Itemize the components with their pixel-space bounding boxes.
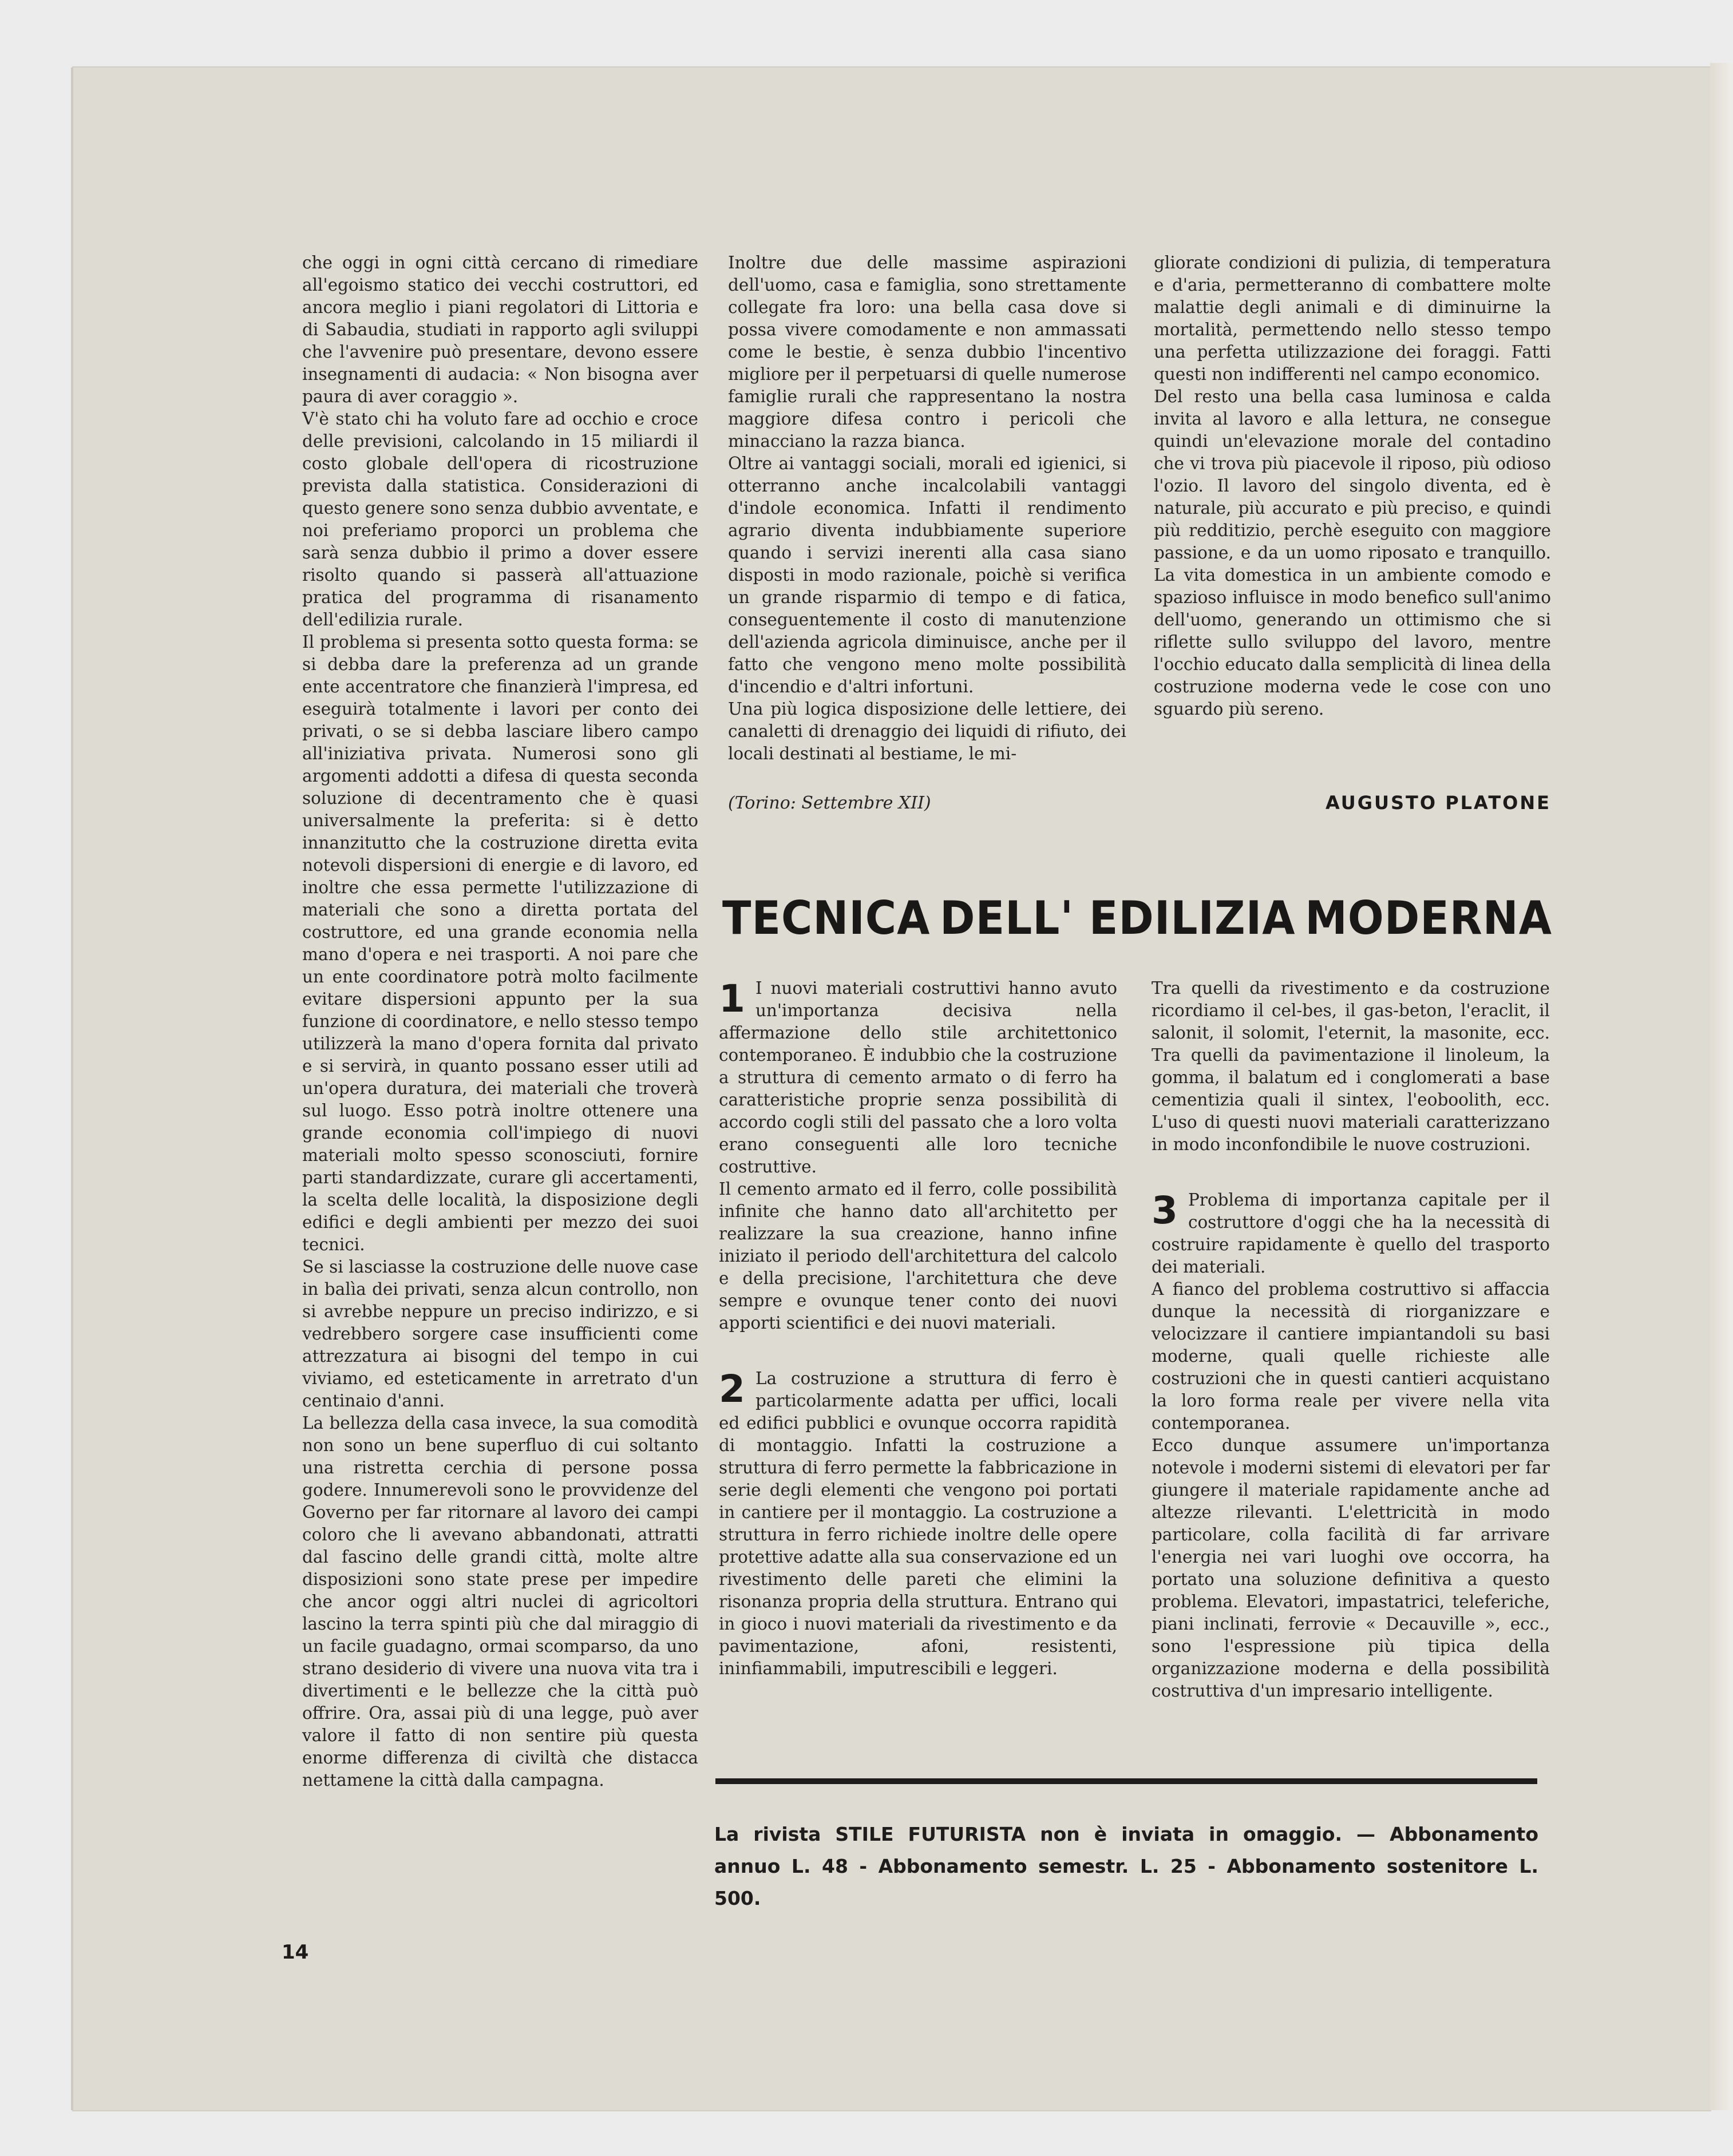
author-signature: AUGUSTO PLATONE xyxy=(1325,792,1551,814)
article-column-3 xyxy=(1154,252,1551,720)
section-number: 1 xyxy=(719,977,745,1021)
headline-word: TECNICA xyxy=(722,891,931,945)
paragraph: A fianco del problema costruttivo si affaccia dunque la necessità di riorganizzare e velocizzare il cantiere impiantandoli su basi moderne, quali quelle richieste alle costruzioni che in questi cantieri acquistano la loro forma reale per vivere nella vita contemporanea. xyxy=(1152,1279,1550,1433)
paragraph: I nuovi materiali costruttivi hanno avuto un'importanza decisiva nella affermazione dello stile architettonico contemporaneo. È indubbio che la costruzione a struttura di cemento armato o di ferro ha caratteristiche proprie senza possibilità di accordo cogli stili del passato che a loro volta erano conseguenti alle loro tecniche costruttive. xyxy=(719,978,1117,1176)
paragraph: Se si lasciasse la costruzione delle nuove case in balìa dei privati, senza alcun controllo, non si avrebbe neppure un preciso indirizzo, e si vedrebbero sorgere case insufficienti come attrezzatura ai bisogni del tempo in cui viviamo, ed esteticamente in arretrato d'un centinaio d'anni. xyxy=(302,1257,698,1410)
paragraph: Una più logica disposizione delle lettiere, dei canaletti di drenaggio dei liquidi di rifiuto, dei locali destinati al bestiame, le mi- xyxy=(728,699,1126,763)
section-headline xyxy=(722,885,1552,953)
paragraph: V'è stato chi ha voluto fare ad occhio e croce delle previsioni, calcolando in 15 miliardi il costo globale dell'opera di ricostruzione prevista dalla statistica. Considerazioni di questo genere sono senza dubbio avventate, e noi preferiamo proporci un problema che sarà senza dubbio il primo a dover essere risolto quando si passerà all'attuazione pratica del programma di risanamento dell'edilizia rurale. xyxy=(302,409,698,629)
headline-word: MODERNA xyxy=(1305,891,1552,945)
paragraph: La costruzione a struttura di ferro è particolarmente adatta per uffici, locali ed edifici pubblici e ovunque occorra rapidità di montaggio. Infatti la costruzione a struttura di ferro permette la fabbricazione in serie degli elementi che vengono poi portati in cantiere per il montaggio. La costruzione a struttura in ferro richiede inoltre delle opere protettive adatte alla sua conservazione ed un rivestimento delle pareti che elimini la risonanza propria della struttura. Entrano qui in gioco i nuovi materiali da rivestimento e da pavimentazione, afoni, resistenti, ininfiammabili, imputrescibili e leggeri. xyxy=(719,1369,1117,1678)
page-number: 14 xyxy=(282,1941,309,1964)
paragraph: Ecco dunque assumere un'importanza notevole i moderni sistemi di elevatori per far giungere il materiale rapidamente anche ad altezze rilevanti. L'elettricità in modo particolare, colla facilità di far arrivare l'energia nei vari luoghi ove occorra, ha portato una soluzione definitiva a questo problema. Elevatori, impastatrici, teleferiche, piani inclinati, ferrovie « Decauville », ecc., sono l'espressione più tipica della organizzazione moderna e della possibilità costruttiva d'un impresario intelligente. xyxy=(1152,1436,1550,1701)
date-line: (Torino: Settembre XII) xyxy=(728,793,931,813)
paragraph: gliorate condizioni di pulizia, di temperatura e d'aria, permetteranno di combattere molte malattie degli animali e di diminuirne la mortalità, permettendo nello stesso tempo una perfetta utilizzazione dei foraggi. Fatti questi non indifferenti nel campo economico. xyxy=(1154,253,1551,384)
next-page-edge xyxy=(1710,63,1733,2110)
paragraph: Tra quelli da rivestimento e da costruzione ricordiamo il cel-bes, il gas-beton, l'eraclit, il salonit, il solomit, l'eternit, la masonite, ecc. Tra quelli da pavimentazione il linoleum, la gomma, il balatum ed i conglomerati a base cementizia quali il sintex, l'eoboolith, ecc. L'uso di questi nuovi materiali caratterizzano in modo inconfondibile le nuove costruzioni. xyxy=(1152,978,1550,1154)
divider-rule xyxy=(715,1778,1537,1784)
paragraph: Il problema si presenta sotto questa forma: se si debba dare la preferenza ad un grande ente accentratore che finanzierà l'impresa, ed eseguirà totalmente i lavori per conto dei privati, o se si debba lasciare libero campo all'iniziativa privata. Numerosi sono gli argomenti addotti a difesa di questa seconda soluzione di decentramento che è quasi universalmente la preferita: si è detto innanzitutto che la costruzione diretta evita notevoli dispersioni di energie e di lavoro, ed inoltre che essa permette l'utilizzazione di materiali che sono a diretta portata del costruttore, ed una grande economia nella mano d'opera e nei trasporti. A noi pare che un ente coordinatore potrà molto facilmente evitare dispersioni appunto per la sua funzione di coordinatore, e nello stesso tempo utilizzerà la mano d'opera fornita dal privato e si servirà, in quanto possano esser utili ad un'opera duratura, dei materiali che troverà sul luogo. Esso potrà inoltre ottenere una grande economia coll'impiego di nuovi materiali molto spesso sconosciuti, fornire parti standardizzate, curare gli accertamenti, la scelta delle località, la disposizione degli edifici e degli ambienti per mezzo dei suoi tecnici. xyxy=(302,632,698,1254)
section-number: 2 xyxy=(719,1367,745,1411)
technical-column-left xyxy=(719,977,1117,1680)
article-column-1 xyxy=(302,252,698,1792)
paragraph: La bellezza della casa invece, la sua comodità non sono un bene superfluo di cui soltanto una ristretta cerchia di persone possa godere. Innumerevoli sono le provvidenze del Governo per far ritornare al lavoro dei campi coloro che li avevano abbandonati, attratti dal fascino delle grandi città, molte altre disposizioni sono state prese per impedire che ancor oggi altri nuclei di agricoltori lascino la terra spinti più che dal miraggio di un facile guadagno, ormai scomparso, da uno strano desiderio di vivere una nuova vita tra i divertimenti e le bellezze che la città può offrire. Ora, assai più di una legge, può aver valore il fatto di non sentire più questa enorme differenza di civiltà che distacca nettamene la città dalla campagna. xyxy=(302,1413,698,1790)
article-column-2 xyxy=(728,252,1126,765)
technical-column-right xyxy=(1152,977,1550,1702)
paragraph: che oggi in ogni città cercano di rimediare all'egoismo statico dei vecchi costruttori, ed ancora meglio i piani regolatori di Littoria e di Sabaudia, studiati in rapporto agli sviluppi che l'avvenire può presentare, devono essere insegnamenti di audacia: « Non bisogna aver paura di aver coraggio ». xyxy=(302,253,698,406)
headline-word: DELL' EDILIZIA xyxy=(940,891,1296,945)
paragraph: Inoltre due delle massime aspirazioni dell'uomo, casa e famiglia, sono strettamente collegate fra loro: una bella casa dove si possa vivere comodamente e non ammassati come le bestie, è senza dubbio l'incentivo migliore per il perpetuarsi di quelle numerose famiglie rurali che rappresentano la nostra maggiore difesa contro i pericoli che minacciano la razza bianca. xyxy=(728,253,1126,451)
subscription-notice xyxy=(714,1818,1538,1915)
paragraph: Problema di importanza capitale per il costruttore d'oggi che ha la necessità di costruire rapidamente è quello del trasporto dei materiali. xyxy=(1152,1190,1550,1277)
paragraph: Del resto una bella casa luminosa e calda invita al lavoro e alla lettura, ne consegue quindi un'elevazione morale del contadino che vi trova più piacevole il riposo, più odioso l'ozio. Il lavoro del singolo diventa, ed è naturale, più accurato e più preciso, e quindi più redditizio, perchè eseguito con maggiore passione, e da un uomo riposato e tranquillo. La vita domestica in un ambiente comodo e spazioso influisce in modo benefico sull'animo dell'uomo, generando un ottimismo che si riflette sullo sviluppo del lavoro, mentre l'occhio educato dalla semplicità di linea della costruzione moderna vede le cose con uno sguardo più sereno. xyxy=(1154,387,1551,719)
paragraph: Oltre ai vantaggi sociali, morali ed igienici, si otterranno anche incalcolabili vantaggi d'indole economica. Infatti il rendimento agrario diventa indubbiamente superiore quando i servizi inerenti alla casa siano disposti in modo razionale, poichè si verifica un grande risparmio di tempo e di fatica, conseguentemente il costo di manutenzione dell'azienda agricola diminuisce, anche per il fatto che vengono meno molte possibilità d'incendio e d'altri infortuni. xyxy=(728,454,1126,696)
section-number: 3 xyxy=(1152,1188,1178,1232)
notice-line: annuo L. 48 - Abbonamento semestr. L. 25 - Abbonamento sostenitore L. 500. xyxy=(714,1855,1538,1909)
paragraph: Il cemento armato ed il ferro, colle possibilità infinite che hanno dato all'architetto per realizzare la sua creazione, hanno infine iniziato il periodo dell'architettura del calcolo e della precisione, l'architettura che deve sempre e ovunque tener conto dei nuovi apporti scientifici e dei nuovi materiali. xyxy=(719,1179,1117,1333)
notice-line: La rivista STILE FUTURISTA non è inviata in omaggio. — Abbonamento xyxy=(714,1823,1538,1845)
